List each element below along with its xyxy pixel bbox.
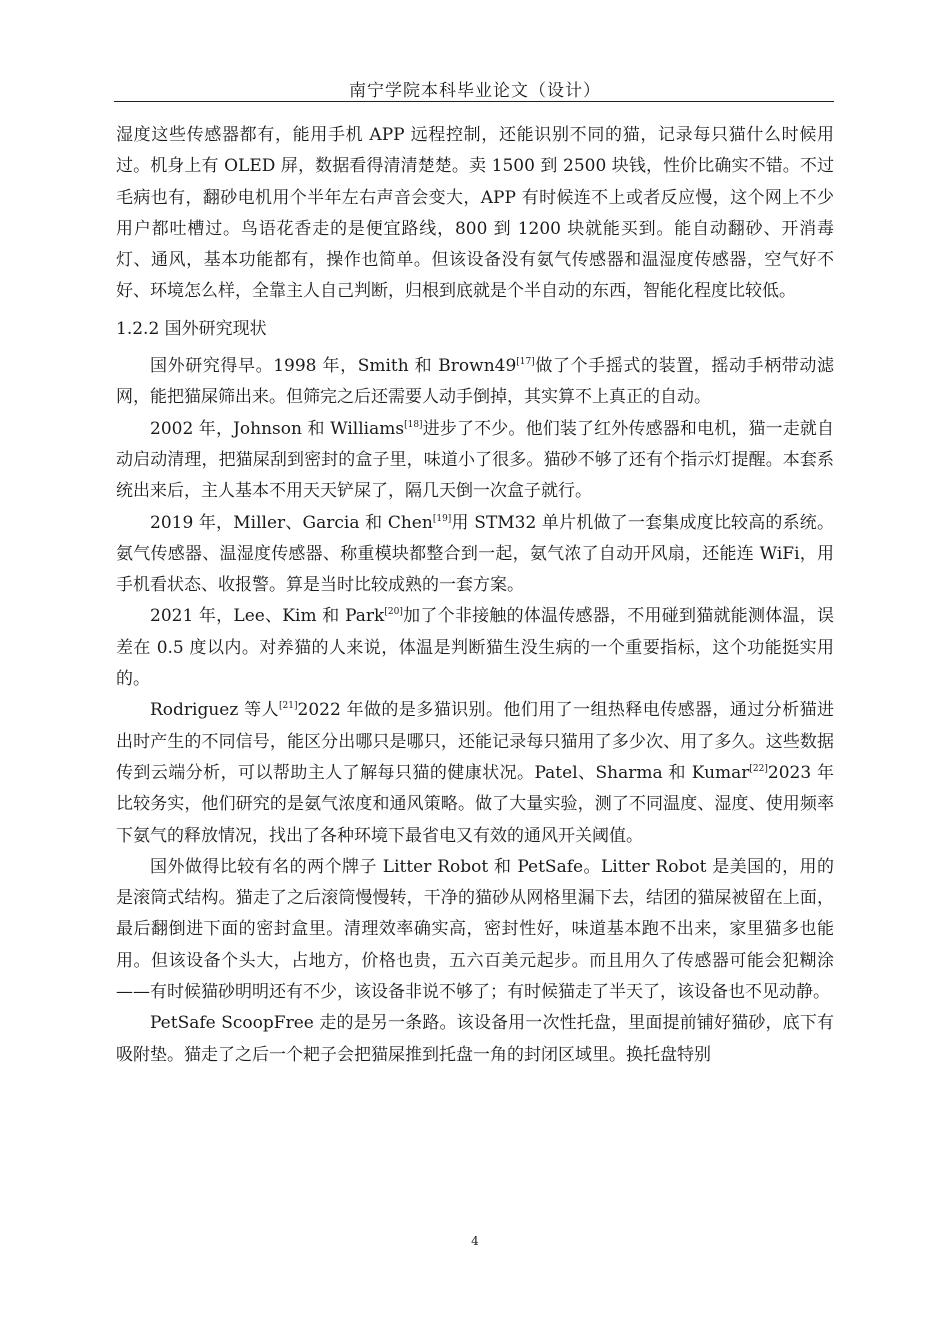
paragraph: 2019 年，Miller、Garcia 和 Chen[19]用 STM32 单片机做了一套集成度比较高的系统。氨气传感器、温湿度传感器、称重模块都整合到一起，氨气浓了自动开风扇，还能连 WiFi，用手机看状态、收报警。算是当时比较成熟的一套方案。: [116, 512, 834, 596]
citation-17: [17]: [516, 357, 535, 368]
page-number: 4: [471, 1234, 479, 1248]
paragraph: 2021 年，Lee、Kim 和 Park[20]加了个非接触的体温传感器，不用碰到猫就能测体温，误差在 0.5 度以内。对养猫的人来说，体温是判断猫生没生病的一个重要指标，这个功能挺实用的。: [116, 606, 834, 690]
citation-19: [19]: [432, 513, 452, 524]
document-body: [116, 120, 834, 1071]
section-heading: 1.2.2 国外研究现状: [116, 318, 267, 339]
page-header-title: 南宁学院本科毕业论文（设计）: [349, 81, 601, 101]
paragraph: Rodriguez 等人[21]2022 年做的是多猫识别。他们用了一组热释电传感器，通过分析猫进出时产生的不同信号，能区分出哪只是哪只，还能记录每只猫用了多少次、用了多久。这些数据传到云端分析，可以帮助主人了解每只猫的健康状况。Patel、Sharma 和 Kumar[22]2023 年比较务实，他们研究的是氨气浓度和通风策略。做了大量实验，测了不同温度、湿度、使用频率下氨气的释放情况，找出了各种环境下最省电又有效的通风开关阈值。: [116, 700, 835, 846]
citation-22: [22]: [749, 763, 768, 774]
citation-20: [20]: [384, 607, 403, 618]
paragraph: 2002 年，Johnson 和 Williams[18]进步了不少。他们装了红外传感器和电机，猫一走就自动启动清理，把猫屎刮到密封的盒子里，味道小了很多。猫砂不够了还有个指示灯提醒。本套系统出来后，主人基本不用天天铲屎了，隔几天倒一次盒子就行。: [116, 418, 835, 502]
paragraph: 湿度这些传感器都有，能用手机 APP 远程控制，还能识别不同的猫，记录每只猫什么时候用过。机身上有 OLED 屏，数据看得清清楚楚。卖 1500 到 2500 块钱，性价比确实不错。不过毛病也有，翻砂电机用个半年左右声音会变大，APP 有时候连不上或者反应慢，这个网上不少用户都吐槽过。鸟语花香走的是便宜路线，800 到 1200 块就能买到。能自动翻砂、开消毒灯、通风，基本功能都有，操作也简单。但该设备没有氨气传感器和温湿度传感器，空气好不好、环境怎么样，全靠主人自己判断，归根到底就是个半自动的东西，智能化程度比较低。: [116, 125, 834, 302]
paragraph: 国外做得比较有名的两个牌子 Litter Robot 和 PetSafe。Litter Robot 是美国的，用的是滚筒式结构。猫走了之后滚筒慢慢转，干净的猫砂从网格里漏下去，结团的猫屎被留在上面，最后翻倒进下面的密封盒里。清理效率确实高，密封性好，味道基本跑不出来，家里猫多也能用。但该设备个头大，占地方，价格也贵，五六百美元起步。而且用久了传感器可能会犯糊涂——有时候猫砂明明还有不少，该设备非说不够了；有时候猫走了半天了，该设备也不见动静。: [116, 856, 834, 1003]
paragraph: 国外研究得早。1998 年，Smith 和 Brown49[17]做了个手摇式的装置，摇动手柄带动滤网，能把猫屎筛出来。但筛完之后还需要人动手倒掉，其实算不上真正的自动。: [116, 356, 835, 408]
paragraph: PetSafe ScoopFree 走的是另一条路。该设备用一次性托盘，里面提前铺好猫砂，底下有吸附垫。猫走了之后一个耙子会把猫屎推到托盘一角的封闭区域里。换托盘特别: [116, 1013, 834, 1065]
citation-21: [21]: [279, 701, 298, 712]
citation-18: [18]: [404, 419, 423, 430]
header-divider: [114, 101, 834, 102]
